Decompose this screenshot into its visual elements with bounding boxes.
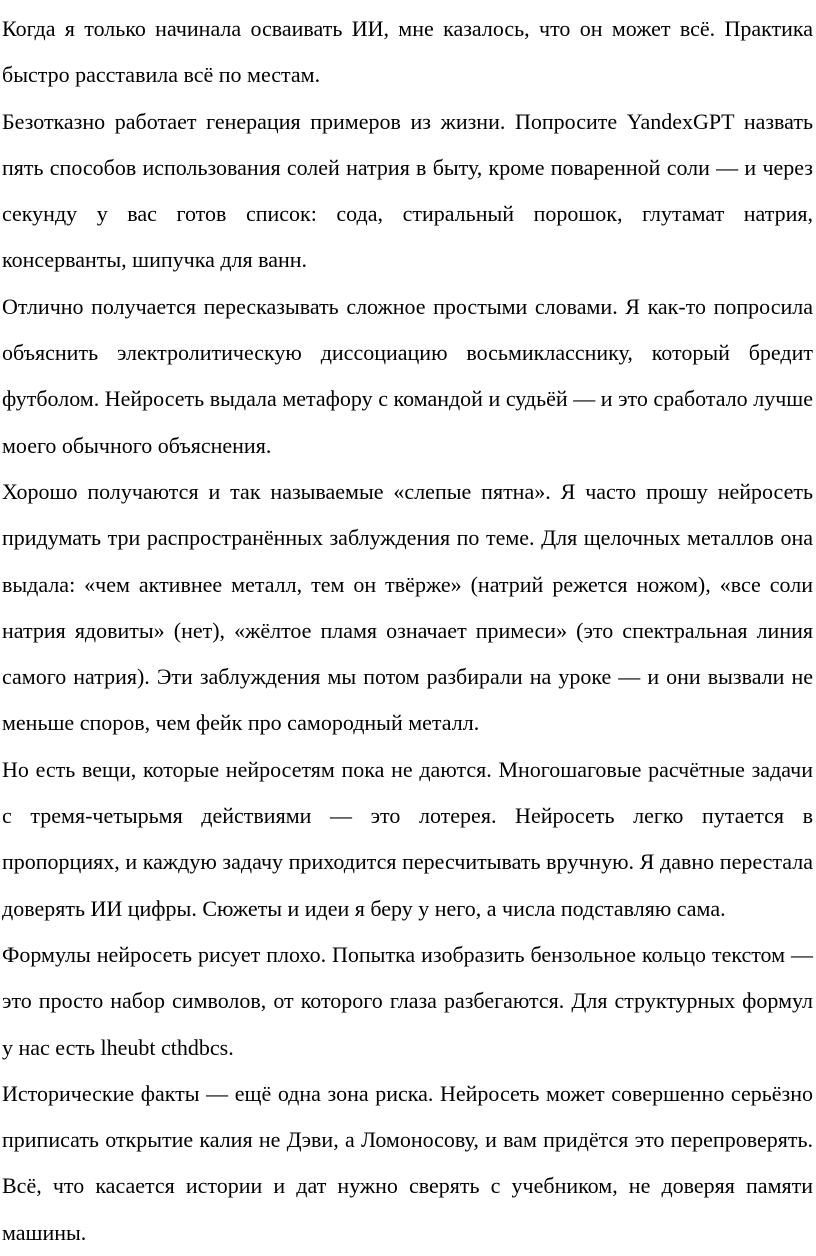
paragraph-calculations: Но есть вещи, которые нейросетям пока не даются. Многошаговые расчётные задачи с тремя-четырьмя действиями — это лотерея. Нейросеть легко путается в пропорциях, и каждую задачу приходится пересчитывать вручную. Я давно перестала доверять ИИ цифры. Сюжеты и идеи я беру у него, а числа подставляю сама. bbox=[2, 756, 813, 921]
document-page bbox=[2, 6, 813, 1256]
paragraph-examples: Безотказно работает генерация примеров из жизни. Попросите YandexGPT назвать пять способов использования солей натрия в быту, кроме поваренной соли — и через секунду у вас готов список: сода, стиральный порошок, глутамат натрия, консерванты, шипучка для ванн. bbox=[2, 108, 813, 273]
paragraph-formulas: Формулы нейросеть рисует плохо. Попытка изобразить бензольное кольцо текстом — это просто набор символов, от которого глаза разбегаются. Для структурных формул у нас есть lheubt cthdbcs. bbox=[2, 941, 813, 1060]
paragraph-intro: Когда я только начинала осваивать ИИ, мне казалось, что он может всё. Практика быстро расставила всё по местам. bbox=[2, 16, 813, 88]
paragraph-misconceptions: Хорошо получаются и так называемые «слепые пятна». Я часто прошу нейросеть придумать три распространённых заблуждения по теме. Для щелочных металлов она выдала: «чем активнее металл, тем он твёрже» (натрий режется ножом), «все соли натрия ядовиты» (нет), «жёлтое пламя означает примеси» (это спектральная линия самого натрия). Эти заблуждения мы потом разбирали на уроке — и они вызвали не меньше споров, чем фейк про самородный металл. bbox=[2, 478, 813, 736]
paragraph-history: Исторические факты — ещё одна зона риска. Нейросеть может совершенно серьёзно приписать открытие калия не Дэви, а Ломоносову, и вам придётся это перепроверять. Всё, что касается истории и дат нужно сверять с учебником, не доверяя памяти машины. bbox=[2, 1080, 813, 1245]
paragraph-retelling: Отлично получается пересказывать сложное простыми словами. Я как-то попросила объяснить электролитическую диссоциацию восьмикласснику, который бредит футболом. Нейросеть выдала метафору с командой и судьёй — и это сработало лучше моего обычного объяснения. bbox=[2, 293, 813, 458]
